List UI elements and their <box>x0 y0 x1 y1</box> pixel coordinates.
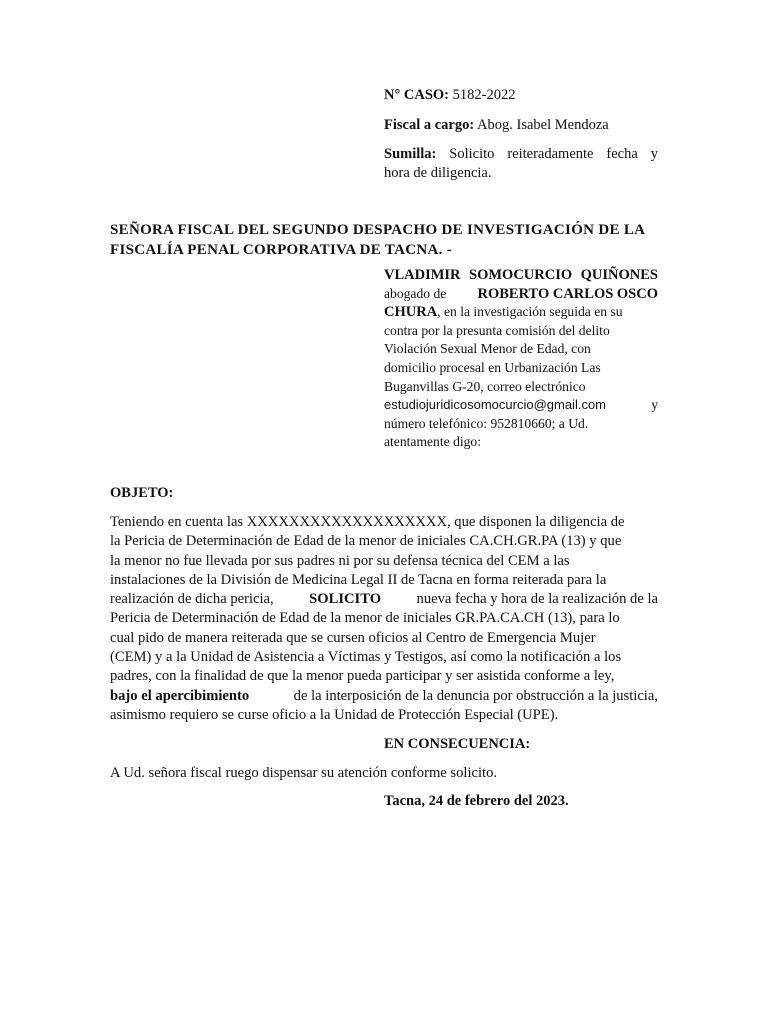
sumilla-word: reiteradamente <box>507 146 594 162</box>
en-consecuencia-heading: EN CONSECUENCIA: <box>384 736 531 752</box>
closing-request: A Ud. señora fiscal ruego dispensar su atención conforme solicito. <box>110 765 498 781</box>
intro-text: , en la investigación seguida en su <box>437 304 623 320</box>
intro-line <box>384 303 658 322</box>
intro-text: Violación Sexual Menor de Edad, con <box>384 341 591 357</box>
intro-text: domicilio procesal en Urbanización Las <box>384 359 601 375</box>
intro-line <box>384 396 658 415</box>
intro-text: y <box>651 397 658 413</box>
intro-line <box>384 266 658 285</box>
paragraph-line <box>110 532 658 551</box>
section-title-objeto: OBJETO: <box>110 485 174 501</box>
client-surname: CHURA <box>384 304 438 321</box>
paragraph-text: cual pido de manera reiterada que se cursen oficios al Centro de Emergencia Mujer <box>110 629 596 646</box>
intro-text: número telefónico: 952810660; a Ud. <box>384 415 589 431</box>
lawyer-name-word: SOMOCURCIO <box>469 267 573 283</box>
intro-line <box>384 322 658 341</box>
paragraph-line <box>110 648 658 667</box>
sumilla-line-2: hora de diligencia. <box>384 165 492 181</box>
apercibimiento-emphasis: bajo el apercibimiento <box>110 687 250 704</box>
fiscal-value: Abog. Isabel Mendoza <box>477 117 609 133</box>
paragraph-line <box>110 667 658 686</box>
place-and-date: Tacna, 24 de febrero del 2023. <box>384 793 569 809</box>
intro-line <box>384 378 658 397</box>
addressee-line-2: FISCALÍA PENAL CORPORATIVA DE TACNA. - <box>110 242 453 258</box>
paragraph-line <box>110 552 658 571</box>
paragraph-text: la menor no fue llevada por sus padres ni por su defensa técnica del CEM a las <box>110 552 570 569</box>
objeto-paragraph <box>110 513 658 725</box>
case-number-label: N° CASO: <box>384 87 450 103</box>
paragraph-line <box>110 513 658 532</box>
addressee-text-1: SEÑORA FISCAL DEL SEGUNDO DESPACHO DE INVESTIGACIÓN DE LA <box>110 222 646 238</box>
fiscal-label: Fiscal a cargo: <box>384 117 475 133</box>
paragraph-text: instalaciones de la División de Medicina Legal II de Tacna en forma reiterada para la <box>110 571 607 588</box>
intro-text <box>384 303 623 322</box>
sumilla-label: Sumilla: <box>384 146 437 162</box>
email-address: estudiojuridicosomocurcio@gmail.com <box>384 397 607 413</box>
fiscal-in-charge <box>384 116 658 135</box>
paragraph-text: Pericia de Determinación de Edad de la menor de iniciales GR.PA.CA.CH (13), para lo <box>110 610 620 627</box>
intro-line <box>384 285 658 304</box>
intro-text: contra por la presunta comisión del delito <box>384 322 610 338</box>
lawyer-name-word: VLADIMIR <box>384 267 461 283</box>
paragraph-text: la Pericia de Determinación de Edad de la menor de iniciales CA.CH.GR.PA (13) y que <box>110 533 622 550</box>
paragraph-text: padres, con la finalidad de que la menor pueda participar y ser asistida conforme a ley, <box>110 668 615 685</box>
paragraph-text: nueva fecha y hora de la realización de la <box>416 591 658 608</box>
case-number <box>384 86 658 105</box>
addressee-line-1 <box>110 220 658 240</box>
lawyer-introduction <box>384 266 658 452</box>
case-number-value: 5182-2022 <box>452 87 516 103</box>
intro-text: Buganvillas G-20, correo electrónico <box>384 378 586 394</box>
sumilla <box>384 145 658 183</box>
sumilla-word: fecha <box>606 146 638 162</box>
paragraph-line <box>110 629 658 648</box>
intro-line <box>384 340 658 359</box>
paragraph-text: asimismo requiero se curse oficio a la Unidad de Protección Especial (UPE). <box>110 706 559 723</box>
paragraph-line <box>110 687 658 706</box>
intro-line <box>384 359 658 378</box>
intro-text: abogado de <box>384 285 447 301</box>
solicito-emphasis: SOLICITO <box>309 591 382 608</box>
paragraph-line <box>110 590 658 609</box>
paragraph-text: de la interposición de la denuncia por obstrucción a la justicia, <box>293 687 658 704</box>
sumilla-word: y <box>650 146 658 162</box>
intro-line <box>384 415 658 434</box>
intro-text: atentamente digo: <box>384 434 482 450</box>
paragraph-line <box>110 609 658 628</box>
addressee-heading <box>110 220 658 260</box>
paragraph-text: Teniendo en cuenta las XXXXXXXXXXXXXXXXXXX, que disponen la diligencia de <box>110 514 625 530</box>
lawyer-name-word: QUIÑONES <box>580 267 658 283</box>
paragraph-text: realización de dicha pericia, <box>110 591 274 608</box>
paragraph-line <box>110 706 658 725</box>
sumilla-word: Solicito <box>449 146 495 162</box>
client-name: ROBERTO CARLOS OSCO <box>477 285 658 302</box>
paragraph-line <box>110 571 658 590</box>
intro-line <box>384 433 658 452</box>
paragraph-text: (CEM) y a la Unidad de Asistencia a Víctimas y Testigos, así como la notificación a los <box>110 649 622 666</box>
sumilla-line-1 <box>384 145 658 164</box>
